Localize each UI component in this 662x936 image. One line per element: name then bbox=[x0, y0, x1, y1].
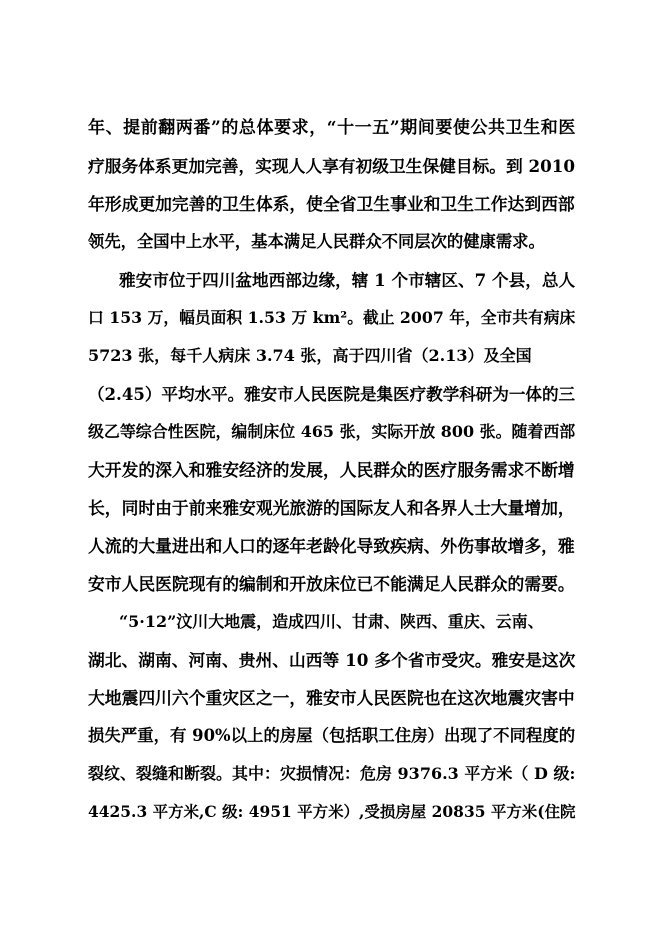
text-line: 领先，全国中上水平，基本满足人民群众不同层次的健康需求。 bbox=[88, 232, 545, 251]
text-line: （2.45）平均水平。雅安市人民医院是集医疗教学科研为一体的三 bbox=[88, 384, 576, 404]
text-line: 级乙等综合性医院，编制床位 465 张，实际开放 800 张。随着西部 bbox=[88, 422, 576, 441]
text-line: 雅安市位于四川盆地西部边缘，辖 1 个市辖区、7 个县，总人 bbox=[119, 270, 576, 290]
text-line: “5·12”汶川大地震，造成四川、甘肃、陕西、重庆、云南、 bbox=[119, 612, 544, 631]
text-line: 年、提前翻两番”的总体要求，“十一五”期间要使公共卫生和医 bbox=[88, 118, 576, 138]
text-line: 大开发的深入和雅安经济的发展，人民群众的医疗服务需求不断增 bbox=[88, 460, 575, 480]
text-line: 长，同时由于前来雅安观光旅游的国际友人和各界人士大量增加， bbox=[88, 498, 575, 518]
text-line: 5723 张，每千人病床 3.74 张，高于四川省（2.13）及全国 bbox=[88, 346, 532, 365]
text-line: 裂纹、裂缝和断裂。其中：灾损情况：危房 9376.3 平方米（ D 级: bbox=[88, 764, 576, 783]
text-line: 大地震四川六个重灾区之一，雅安市人民医院也在这次地震灾害中 bbox=[88, 688, 575, 708]
text-line: 人流的大量进出和人口的逐年老龄化导致疾病、外伤事故增多，雅 bbox=[88, 536, 575, 556]
text-line: 湖北、湖南、河南、贵州、山西等 10 多个省市受灾。雅安是这次 bbox=[88, 650, 576, 670]
text-line: 疗服务体系更加完善，实现人人享有初级卫生保健目标。到 2010 bbox=[88, 156, 576, 176]
text-line: 口 153 万，幅员面积 1.53 万 km²。截止 2007 年，全市共有病床 bbox=[88, 308, 576, 327]
text-line: 损失严重，有 90%以上的房屋（包括职工住房）出现了不同程度的 bbox=[88, 726, 576, 745]
text-line: 4425.3 平方米,C 级: 4951 平方米）,受损房屋 20835 平方米(住院 bbox=[88, 803, 576, 821]
text-line: 安市人民医院现有的编制和开放床位已不能满足人民群众的需要。 bbox=[88, 574, 575, 594]
text-line: 年形成更加完善的卫生体系，使全省卫生事业和卫生工作达到西部 bbox=[88, 194, 575, 214]
